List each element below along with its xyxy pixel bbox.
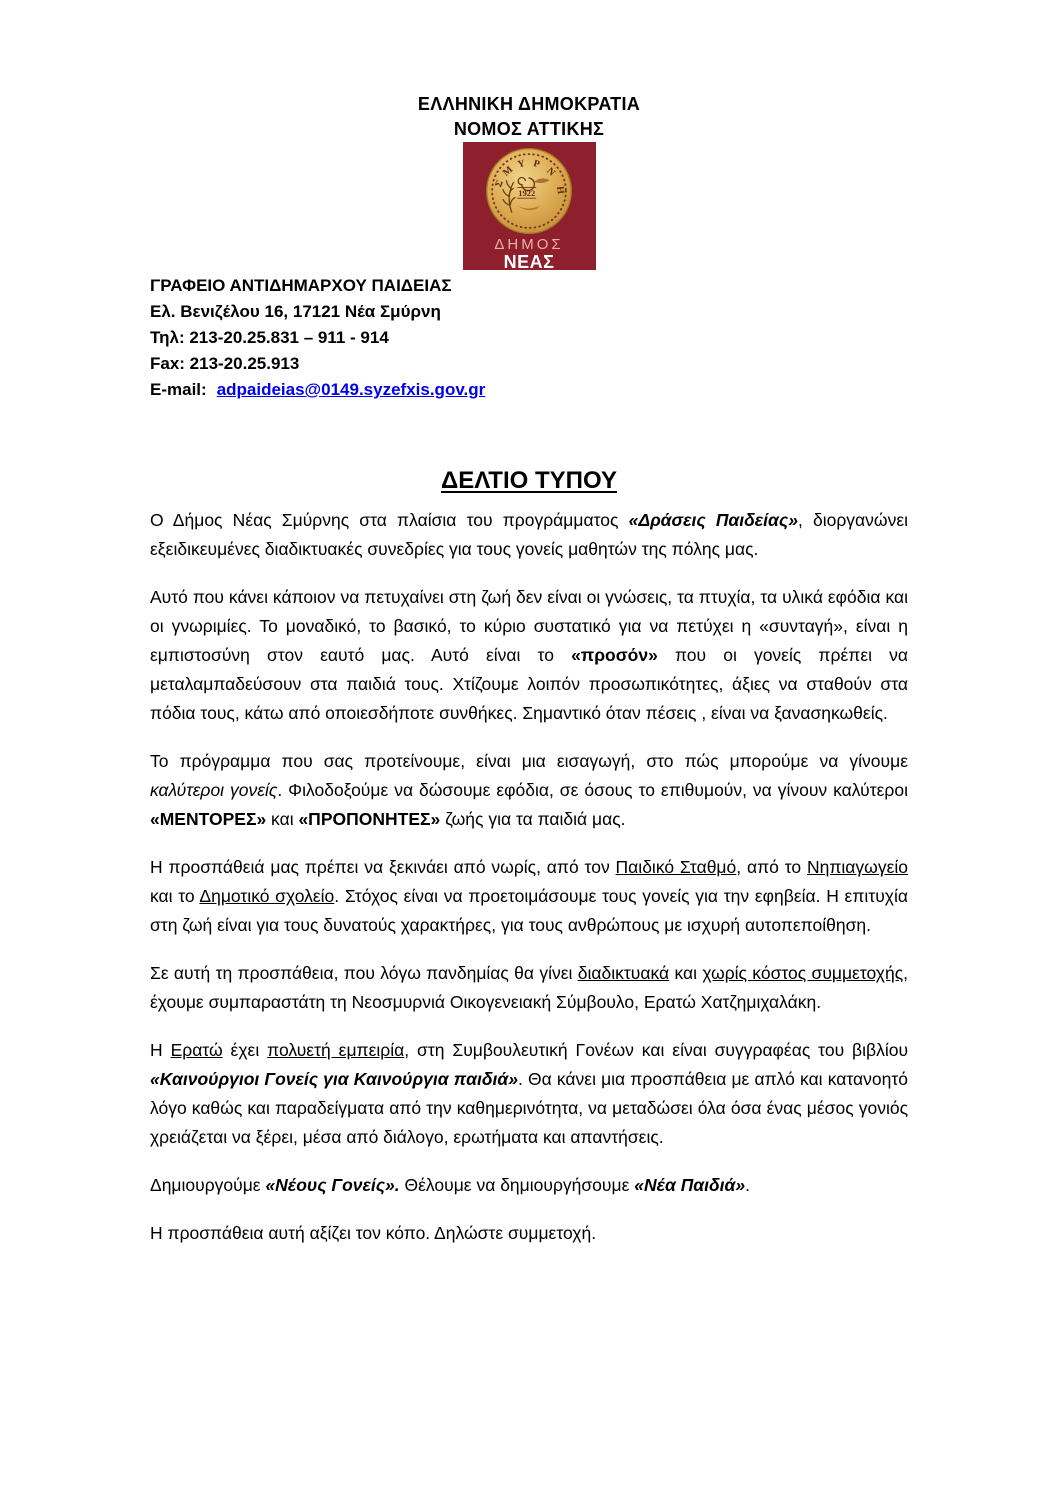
municipality-logo: [463, 142, 596, 291]
text-segment: χωρίς κόστος συμμετοχής: [702, 963, 904, 983]
paragraph: [150, 583, 908, 728]
contact-address: Ελ. Βενιζέλου 16, 17121 Νέα Σμύρνη: [150, 302, 441, 321]
text-segment: «προσόν»: [571, 645, 658, 665]
svg-text:Σ: Σ: [493, 178, 506, 189]
text-segment: , από το: [736, 857, 807, 877]
paragraph: [150, 506, 908, 564]
contact-block: [150, 273, 908, 403]
text-segment: Ο Δήμος Νέας Σμύρνης στα πλαίσια του προγράμματος: [150, 510, 629, 530]
contact-fax: Fax: 213-20.25.913: [150, 354, 300, 373]
svg-text:Ν: Ν: [544, 165, 558, 179]
text-segment: , στη Συμβουλευτική Γονέων και είναι συγγραφέας του βιβλίου: [404, 1040, 909, 1060]
paragraph: [150, 853, 908, 940]
text-segment: και το: [150, 886, 200, 906]
text-segment: Το πρόγραμμα που σας προτείνουμε, είναι μια εισαγωγή, στο πώς μπορούμε να γίνουμε: [150, 751, 908, 771]
paragraph: [150, 1219, 908, 1248]
text-segment: . Φιλοδοξούμε να δώσουμε εφόδια, σε όσους το επιθυμούν, να γίνουν καλύτεροι: [277, 780, 908, 800]
text-segment: «ΠΡΟΠΟΝΗΤΕΣ»: [298, 809, 441, 829]
press-release-body: [150, 506, 908, 1248]
email-label: E-mail:: [150, 380, 207, 399]
text-segment: Δημιουργούμε: [150, 1175, 266, 1195]
svg-text:Μ: Μ: [500, 164, 516, 179]
contact-email-line: [150, 377, 908, 403]
text-segment: ζωής για τα παιδιά μας.: [440, 809, 626, 829]
text-segment: .: [745, 1175, 750, 1195]
text-segment: , έχουμε συμπαραστάτη τη Νεοσμυρνιά Οικογενειακή Σύμβουλο, Ερατώ Χατζημιχαλάκη.: [150, 963, 909, 1012]
text-segment: Σε αυτή τη προσπάθεια, που λόγω πανδημίας θα γίνει: [150, 963, 578, 983]
text-segment: Θέλουμε να δημιουργήσουμε: [399, 1175, 635, 1195]
svg-text:Υ: Υ: [516, 158, 527, 171]
text-segment: «ΜΕΝΤΟΡΕΣ»: [150, 809, 267, 829]
paragraph: [150, 1036, 908, 1152]
text-segment: . Θα κάνει μια προσπάθεια με απλό και κατανοητό λόγο καθώς και παραδείγματα από την καθημερινότητα, να μεταδώσει όλα όσα ένας μέσος γονιός χρειάζεται να ξέρει, μέσα από διάλογο, ερωτήματα και απαντήσεις.: [150, 1069, 908, 1147]
paragraph: [150, 959, 908, 1017]
government-header: [0, 0, 1058, 142]
text-segment: Η: [150, 1040, 171, 1060]
text-segment: «Δράσεις Παιδείας»: [628, 510, 798, 530]
header-prefecture: ΝΟΜΟΣ ΑΤΤΙΚΗΣ: [453, 119, 605, 139]
text-segment: πολυετή εμπειρία: [267, 1040, 405, 1060]
press-release-title-text: ΔΕΛΤΙΟ ΤΥΠΟΥ: [441, 467, 617, 494]
logo-municipality-word: ΔΗΜΟΣ: [494, 236, 564, 253]
text-segment: και: [669, 963, 703, 983]
contact-phone: Τηλ: 213-20.25.831 – 911 - 914: [150, 328, 389, 347]
contact-office: ΓΡΑΦΕΙΟ ΑΝΤΙΔΗΜΑΡΧΟΥ ΠΑΙΔΕΙΑΣ: [150, 276, 452, 295]
text-segment: , διοργανώνει εξειδικευμένες διαδικτυακές συνεδρίες για τους γονείς μαθητών της πόλης μας.: [150, 510, 909, 559]
paragraph: [150, 747, 908, 834]
text-segment: . Στόχος είναι να προετοιμάσουμε τους γονείς για την εφηβεία. Η επιτυχία στη ζωή είναι για τους δυνατούς χαρακτήρες, για τους ανθρώπους με ισχυρή αυτοπεποίθηση.: [150, 886, 908, 935]
svg-text:Η: Η: [554, 185, 566, 195]
text-segment: Παιδικό Σταθμό: [615, 857, 737, 877]
text-segment: διαδικτυακά: [577, 963, 670, 983]
text-segment: Η προσπάθεια αυτή αξίζει τον κόπο. Δηλώστε συμμετοχή.: [150, 1223, 597, 1243]
logo-city-name: ΝΕΑΣ ΣΜΥΡΝΗΣ: [483, 252, 575, 291]
header-country: ΕΛΛΗΝΙΚΗ ΔΗΜΟΚΡΑΤΙΑ: [417, 94, 641, 114]
smyrna-coin-icon: [484, 146, 574, 236]
coin-year: 1922: [518, 187, 536, 198]
text-segment: Νηπιαγωγείο: [806, 857, 908, 877]
text-segment: και: [266, 809, 299, 829]
text-segment: «Νέους Γονείς».: [265, 1175, 400, 1195]
press-release-title: [150, 466, 908, 496]
text-segment: «Νέα Παιδιά»: [634, 1175, 746, 1195]
text-segment: Ερατώ: [170, 1040, 223, 1060]
text-segment: καλύτεροι γονείς: [150, 780, 278, 800]
text-segment: «Καινούργιοι Γονείς για Καινούργια παιδιά»: [150, 1069, 519, 1089]
text-segment: Δημοτικό σχολείο: [199, 886, 335, 906]
paragraph: [150, 1171, 908, 1200]
text-segment: Η προσπάθειά μας πρέπει να ξεκινάει από νωρίς, από τον: [150, 857, 616, 877]
text-segment: Αυτό που κάνει κάποιον να πετυχαίνει στη ζωή δεν είναι οι γνώσεις, τα πτυχία, τα υλικά εφόδια και οι γνωριμίες. Το μοναδικό, το βασικό, το κύριο συστατικό για να πετύχει η «συνταγή», είναι η εμπιστοσύνη στον εαυτό μας. Αυτό είναι το: [150, 587, 908, 665]
svg-text:Ρ: Ρ: [532, 158, 541, 171]
email-link[interactable]: adpaideias@0149.syzefxis.gov.gr: [216, 380, 486, 399]
text-segment: έχει: [222, 1040, 268, 1060]
text-segment: που οι γονείς πρέπει να μεταλαμπαδεύσουν στα παιδιά τους. Χτίζουμε λοιπόν προσωπικότητες, άξιες να σταθούν στα πόδια τους, κάτω από οποιεσδήποτε συνθήκες. Σημαντικό όταν πέσεις , είναι να ξανασηκωθείς.: [150, 645, 908, 723]
